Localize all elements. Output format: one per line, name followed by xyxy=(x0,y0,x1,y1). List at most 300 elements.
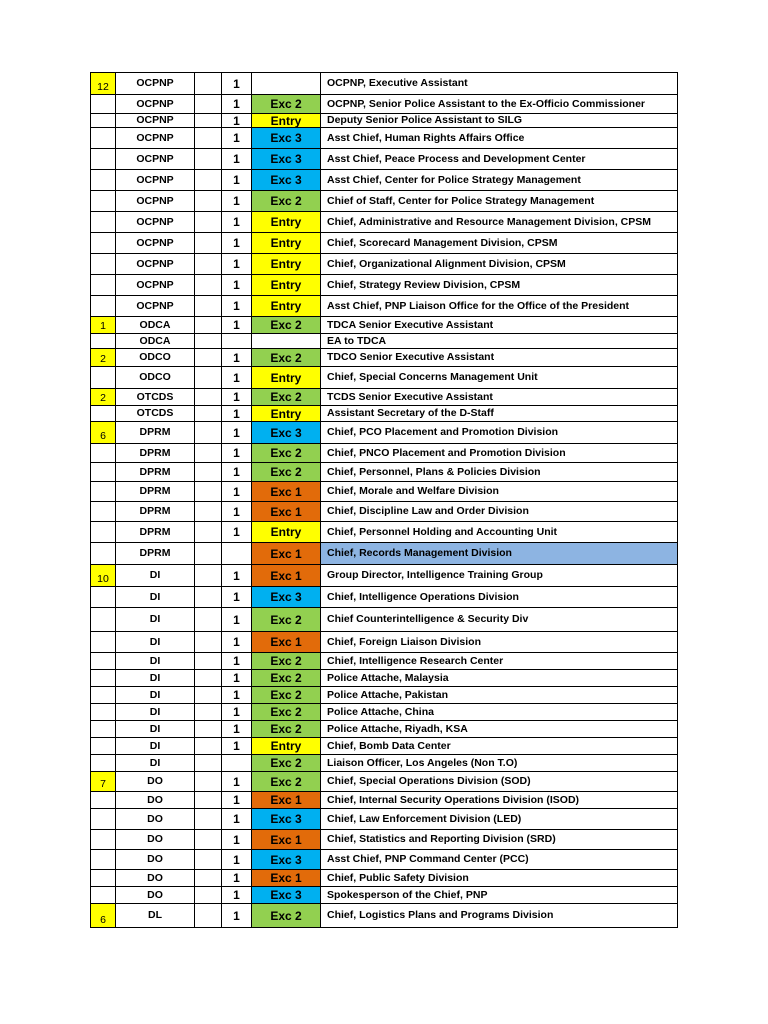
position-cell: Chief, Intelligence Research Center xyxy=(321,653,678,670)
group-count-cell xyxy=(91,128,116,149)
group-count-cell xyxy=(91,653,116,670)
office-cell: OCPNP xyxy=(116,254,195,275)
group-count-cell xyxy=(91,670,116,687)
group-count-label: 1 xyxy=(100,319,106,332)
table-row xyxy=(91,254,678,275)
office-cell: OCPNP xyxy=(116,212,195,233)
position-cell: Chief, Scorecard Management Division, CPSM xyxy=(321,233,678,254)
quantity-cell: 1 xyxy=(222,809,252,830)
office-cell: DO xyxy=(116,850,195,870)
position-cell: TDCA Senior Executive Assistant xyxy=(321,317,678,334)
table-row xyxy=(91,406,678,422)
position-cell: Spokesperson of the Chief, PNP xyxy=(321,887,678,904)
office-cell: ODCO xyxy=(116,349,195,367)
group-count-cell xyxy=(91,463,116,482)
group-count-cell xyxy=(91,608,116,632)
level-cell: Exc 1 xyxy=(252,482,321,502)
blank-cell xyxy=(195,687,222,704)
blank-cell xyxy=(195,73,222,95)
level-cell: Entry xyxy=(252,406,321,422)
position-cell: OCPNP, Senior Police Assistant to the Ex-Officio Commissioner xyxy=(321,95,678,114)
office-cell: OCPNP xyxy=(116,95,195,114)
level-cell: Exc 1 xyxy=(252,870,321,887)
level-cell xyxy=(252,73,321,95)
blank-cell xyxy=(195,887,222,904)
level-cell: Entry xyxy=(252,522,321,543)
group-count-cell xyxy=(91,73,116,95)
office-cell: DO xyxy=(116,809,195,830)
level-cell: Exc 2 xyxy=(252,687,321,704)
office-cell: OCPNP xyxy=(116,296,195,317)
blank-cell xyxy=(195,334,222,349)
blank-cell xyxy=(195,704,222,721)
quantity-cell: 1 xyxy=(222,275,252,296)
group-count-cell xyxy=(91,587,116,608)
level-cell: Exc 2 xyxy=(252,317,321,334)
position-cell: TDCO Senior Executive Assistant xyxy=(321,349,678,367)
office-cell: DO xyxy=(116,870,195,887)
table-row xyxy=(91,502,678,522)
position-cell: Chief, Special Concerns Management Unit xyxy=(321,367,678,389)
position-cell: Chief, Internal Security Operations Division (ISOD) xyxy=(321,792,678,809)
position-cell: Chief, Law Enforcement Division (LED) xyxy=(321,809,678,830)
office-cell: OCPNP xyxy=(116,73,195,95)
level-cell: Exc 3 xyxy=(252,850,321,870)
blank-cell xyxy=(195,275,222,296)
group-count-cell xyxy=(91,772,116,792)
position-cell: Chief, Administrative and Resource Management Division, CPSM xyxy=(321,212,678,233)
level-cell: Exc 2 xyxy=(252,389,321,406)
office-cell: DI xyxy=(116,565,195,587)
quantity-cell: 1 xyxy=(222,587,252,608)
quantity-cell xyxy=(222,334,252,349)
level-cell: Exc 2 xyxy=(252,721,321,738)
office-cell: DO xyxy=(116,830,195,850)
level-cell: Exc 3 xyxy=(252,170,321,191)
position-cell: Chief, Special Operations Division (SOD) xyxy=(321,772,678,792)
position-cell: Chief, Public Safety Division xyxy=(321,870,678,887)
level-cell: Entry xyxy=(252,367,321,389)
level-cell: Entry xyxy=(252,212,321,233)
level-cell: Entry xyxy=(252,275,321,296)
table-row xyxy=(91,334,678,349)
office-cell: DI xyxy=(116,755,195,772)
position-cell: Chief, Personnel Holding and Accounting Unit xyxy=(321,522,678,543)
blank-cell xyxy=(195,317,222,334)
position-cell: Chief Counterintelligence & Security Div xyxy=(321,608,678,632)
quantity-cell: 1 xyxy=(222,349,252,367)
blank-cell xyxy=(195,422,222,444)
group-count-cell xyxy=(91,738,116,755)
blank-cell xyxy=(195,522,222,543)
level-cell: Exc 2 xyxy=(252,755,321,772)
group-count-cell xyxy=(91,482,116,502)
position-cell: Chief, Foreign Liaison Division xyxy=(321,632,678,653)
level-cell: Exc 2 xyxy=(252,772,321,792)
level-cell: Exc 1 xyxy=(252,792,321,809)
group-count-label: 6 xyxy=(100,913,106,926)
table-row xyxy=(91,73,678,95)
quantity-cell: 1 xyxy=(222,721,252,738)
table-row xyxy=(91,114,678,128)
table-row xyxy=(91,608,678,632)
level-cell: Exc 2 xyxy=(252,463,321,482)
group-count-cell xyxy=(91,792,116,809)
office-cell: OCPNP xyxy=(116,233,195,254)
quantity-cell: 1 xyxy=(222,233,252,254)
position-cell: Police Attache, Malaysia xyxy=(321,670,678,687)
office-cell: DO xyxy=(116,772,195,792)
group-count-label: 10 xyxy=(97,572,109,585)
table-row xyxy=(91,482,678,502)
office-cell: OCPNP xyxy=(116,191,195,212)
level-cell: Entry xyxy=(252,114,321,128)
quantity-cell: 1 xyxy=(222,687,252,704)
blank-cell xyxy=(195,587,222,608)
table-row xyxy=(91,565,678,587)
group-count-cell xyxy=(91,114,116,128)
table-row xyxy=(91,296,678,317)
table-row xyxy=(91,632,678,653)
quantity-cell: 1 xyxy=(222,422,252,444)
group-count-cell xyxy=(91,870,116,887)
quantity-cell: 1 xyxy=(222,463,252,482)
blank-cell xyxy=(195,191,222,212)
office-cell: OTCDS xyxy=(116,389,195,406)
quantity-cell: 1 xyxy=(222,149,252,170)
level-cell: Exc 1 xyxy=(252,502,321,522)
quantity-cell: 1 xyxy=(222,887,252,904)
position-table-body xyxy=(91,73,678,928)
blank-cell xyxy=(195,482,222,502)
quantity-cell: 1 xyxy=(222,670,252,687)
table-row xyxy=(91,870,678,887)
blank-cell xyxy=(195,653,222,670)
blank-cell xyxy=(195,406,222,422)
blank-cell xyxy=(195,772,222,792)
blank-cell xyxy=(195,809,222,830)
quantity-cell: 1 xyxy=(222,114,252,128)
office-cell: DPRM xyxy=(116,422,195,444)
group-count-cell xyxy=(91,191,116,212)
position-cell: Chief, Discipline Law and Order Division xyxy=(321,502,678,522)
blank-cell xyxy=(195,721,222,738)
blank-cell xyxy=(195,212,222,233)
position-cell: Chief, Logistics Plans and Programs Division xyxy=(321,904,678,928)
table-row xyxy=(91,444,678,463)
office-cell: OTCDS xyxy=(116,406,195,422)
blank-cell xyxy=(195,444,222,463)
level-cell: Exc 2 xyxy=(252,670,321,687)
level-cell: Exc 3 xyxy=(252,149,321,170)
quantity-cell: 1 xyxy=(222,317,252,334)
position-cell: Police Attache, China xyxy=(321,704,678,721)
blank-cell xyxy=(195,114,222,128)
quantity-cell: 1 xyxy=(222,73,252,95)
table-row xyxy=(91,670,678,687)
office-cell: ODCA xyxy=(116,317,195,334)
blank-cell xyxy=(195,565,222,587)
office-cell: DI xyxy=(116,687,195,704)
group-count-label: 2 xyxy=(100,352,106,365)
group-count-cell xyxy=(91,233,116,254)
table-row xyxy=(91,587,678,608)
quantity-cell: 1 xyxy=(222,502,252,522)
group-count-cell xyxy=(91,632,116,653)
level-cell: Exc 2 xyxy=(252,608,321,632)
group-count-cell xyxy=(91,565,116,587)
quantity-cell: 1 xyxy=(222,632,252,653)
table-row xyxy=(91,349,678,367)
level-cell: Entry xyxy=(252,296,321,317)
blank-cell xyxy=(195,608,222,632)
level-cell: Exc 2 xyxy=(252,653,321,670)
group-count-cell xyxy=(91,850,116,870)
position-cell: Deputy Senior Police Assistant to SILG xyxy=(321,114,678,128)
level-cell: Exc 1 xyxy=(252,565,321,587)
group-count-cell xyxy=(91,687,116,704)
group-count-cell xyxy=(91,149,116,170)
group-count-cell xyxy=(91,317,116,334)
blank-cell xyxy=(195,463,222,482)
group-count-cell xyxy=(91,444,116,463)
blank-cell xyxy=(195,349,222,367)
blank-cell xyxy=(195,792,222,809)
table-row xyxy=(91,830,678,850)
blank-cell xyxy=(195,149,222,170)
group-count-label: 12 xyxy=(97,80,109,93)
office-cell: DPRM xyxy=(116,502,195,522)
level-cell: Exc 1 xyxy=(252,632,321,653)
table-row xyxy=(91,755,678,772)
position-cell: Chief, Statistics and Reporting Division (SRD) xyxy=(321,830,678,850)
table-row xyxy=(91,422,678,444)
office-cell: DPRM xyxy=(116,543,195,565)
quantity-cell: 1 xyxy=(222,296,252,317)
blank-cell xyxy=(195,543,222,565)
position-cell: Asst Chief, PNP Command Center (PCC) xyxy=(321,850,678,870)
position-cell: TCDS Senior Executive Assistant xyxy=(321,389,678,406)
quantity-cell: 1 xyxy=(222,608,252,632)
office-cell: DPRM xyxy=(116,463,195,482)
group-count-cell xyxy=(91,406,116,422)
level-cell: Exc 2 xyxy=(252,191,321,212)
blank-cell xyxy=(195,632,222,653)
office-cell: DPRM xyxy=(116,444,195,463)
group-count-cell xyxy=(91,334,116,349)
table-row xyxy=(91,653,678,670)
table-row xyxy=(91,367,678,389)
blank-cell xyxy=(195,670,222,687)
level-cell: Exc 2 xyxy=(252,349,321,367)
position-cell: Liaison Officer, Los Angeles (Non T.O) xyxy=(321,755,678,772)
quantity-cell: 1 xyxy=(222,738,252,755)
blank-cell xyxy=(195,738,222,755)
office-cell: DI xyxy=(116,704,195,721)
position-cell: Group Director, Intelligence Training Group xyxy=(321,565,678,587)
table-row xyxy=(91,317,678,334)
table-row xyxy=(91,704,678,721)
quantity-cell: 1 xyxy=(222,254,252,275)
quantity-cell: 1 xyxy=(222,128,252,149)
position-cell: OCPNP, Executive Assistant xyxy=(321,73,678,95)
position-cell: Police Attache, Pakistan xyxy=(321,687,678,704)
position-cell: Chief, Records Management Division xyxy=(321,543,678,565)
table-row xyxy=(91,687,678,704)
group-count-cell xyxy=(91,212,116,233)
table-row xyxy=(91,212,678,233)
office-cell: DI xyxy=(116,670,195,687)
blank-cell xyxy=(195,830,222,850)
table-row xyxy=(91,792,678,809)
level-cell: Exc 3 xyxy=(252,128,321,149)
group-count-cell xyxy=(91,887,116,904)
table-row xyxy=(91,543,678,565)
office-cell: DO xyxy=(116,887,195,904)
group-count-cell xyxy=(91,296,116,317)
blank-cell xyxy=(195,389,222,406)
group-count-cell xyxy=(91,389,116,406)
position-cell: Chief of Staff, Center for Police Strategy Management xyxy=(321,191,678,212)
position-cell: Chief, Strategy Review Division, CPSM xyxy=(321,275,678,296)
group-count-cell xyxy=(91,721,116,738)
quantity-cell: 1 xyxy=(222,406,252,422)
group-count-cell xyxy=(91,502,116,522)
office-cell: OCPNP xyxy=(116,114,195,128)
group-count-cell xyxy=(91,95,116,114)
group-count-cell xyxy=(91,170,116,191)
office-cell: DI xyxy=(116,653,195,670)
group-count-cell xyxy=(91,254,116,275)
level-cell xyxy=(252,334,321,349)
level-cell: Exc 3 xyxy=(252,809,321,830)
quantity-cell: 1 xyxy=(222,444,252,463)
table-row xyxy=(91,463,678,482)
office-cell: ODCO xyxy=(116,367,195,389)
level-cell: Exc 1 xyxy=(252,543,321,565)
level-cell: Exc 2 xyxy=(252,95,321,114)
group-count-cell xyxy=(91,543,116,565)
level-cell: Exc 3 xyxy=(252,422,321,444)
group-count-cell xyxy=(91,367,116,389)
office-cell: DPRM xyxy=(116,522,195,543)
table-row xyxy=(91,850,678,870)
quantity-cell: 1 xyxy=(222,482,252,502)
quantity-cell: 1 xyxy=(222,830,252,850)
quantity-cell: 1 xyxy=(222,565,252,587)
office-cell: DI xyxy=(116,738,195,755)
position-cell: Assistant Secretary of the D-Staff xyxy=(321,406,678,422)
blank-cell xyxy=(195,367,222,389)
level-cell: Exc 2 xyxy=(252,904,321,928)
level-cell: Exc 3 xyxy=(252,887,321,904)
blank-cell xyxy=(195,850,222,870)
quantity-cell: 1 xyxy=(222,792,252,809)
table-row xyxy=(91,170,678,191)
group-count-cell xyxy=(91,275,116,296)
table-row xyxy=(91,721,678,738)
office-cell: OCPNP xyxy=(116,149,195,170)
office-cell: DPRM xyxy=(116,482,195,502)
blank-cell xyxy=(195,233,222,254)
table-row xyxy=(91,772,678,792)
table-row xyxy=(91,887,678,904)
group-count-label: 6 xyxy=(100,429,106,442)
position-cell: Asst Chief, Peace Process and Development Center xyxy=(321,149,678,170)
blank-cell xyxy=(195,904,222,928)
group-count-cell xyxy=(91,422,116,444)
level-cell: Exc 2 xyxy=(252,704,321,721)
group-count-cell xyxy=(91,830,116,850)
position-cell: Chief, Intelligence Operations Division xyxy=(321,587,678,608)
quantity-cell: 1 xyxy=(222,170,252,191)
quantity-cell xyxy=(222,543,252,565)
level-cell: Exc 2 xyxy=(252,444,321,463)
group-count-cell xyxy=(91,522,116,543)
position-cell: Police Attache, Riyadh, KSA xyxy=(321,721,678,738)
quantity-cell: 1 xyxy=(222,367,252,389)
quantity-cell: 1 xyxy=(222,850,252,870)
quantity-cell: 1 xyxy=(222,212,252,233)
office-cell: DI xyxy=(116,721,195,738)
office-cell: DO xyxy=(116,792,195,809)
quantity-cell: 1 xyxy=(222,191,252,212)
group-count-cell xyxy=(91,755,116,772)
position-cell: EA to TDCA xyxy=(321,334,678,349)
quantity-cell: 1 xyxy=(222,389,252,406)
position-cell: Asst Chief, Human Rights Affairs Office xyxy=(321,128,678,149)
position-table xyxy=(90,72,678,928)
blank-cell xyxy=(195,95,222,114)
blank-cell xyxy=(195,755,222,772)
position-cell: Chief, PCO Placement and Promotion Division xyxy=(321,422,678,444)
table-row xyxy=(91,738,678,755)
office-cell: OCPNP xyxy=(116,275,195,296)
group-count-cell xyxy=(91,349,116,367)
position-cell: Chief, Organizational Alignment Division, CPSM xyxy=(321,254,678,275)
level-cell: Exc 3 xyxy=(252,587,321,608)
blank-cell xyxy=(195,170,222,191)
quantity-cell: 1 xyxy=(222,704,252,721)
group-count-label: 2 xyxy=(100,391,106,404)
level-cell: Entry xyxy=(252,738,321,755)
position-cell: Asst Chief, PNP Liaison Office for the Office of the President xyxy=(321,296,678,317)
office-cell: DL xyxy=(116,904,195,928)
position-cell: Chief, Morale and Welfare Division xyxy=(321,482,678,502)
table-row xyxy=(91,275,678,296)
quantity-cell: 1 xyxy=(222,653,252,670)
position-cell: Chief, PNCO Placement and Promotion Division xyxy=(321,444,678,463)
position-cell: Chief, Personnel, Plans & Policies Division xyxy=(321,463,678,482)
position-cell: Asst Chief, Center for Police Strategy Management xyxy=(321,170,678,191)
level-cell: Exc 1 xyxy=(252,830,321,850)
quantity-cell: 1 xyxy=(222,522,252,543)
table-row xyxy=(91,95,678,114)
group-count-cell xyxy=(91,809,116,830)
table-row xyxy=(91,904,678,928)
level-cell: Entry xyxy=(252,233,321,254)
office-cell: DI xyxy=(116,587,195,608)
quantity-cell xyxy=(222,755,252,772)
table-row xyxy=(91,809,678,830)
group-count-cell xyxy=(91,704,116,721)
position-cell: Chief, Bomb Data Center xyxy=(321,738,678,755)
blank-cell xyxy=(195,870,222,887)
table-row xyxy=(91,191,678,212)
blank-cell xyxy=(195,254,222,275)
quantity-cell: 1 xyxy=(222,95,252,114)
office-cell: OCPNP xyxy=(116,170,195,191)
